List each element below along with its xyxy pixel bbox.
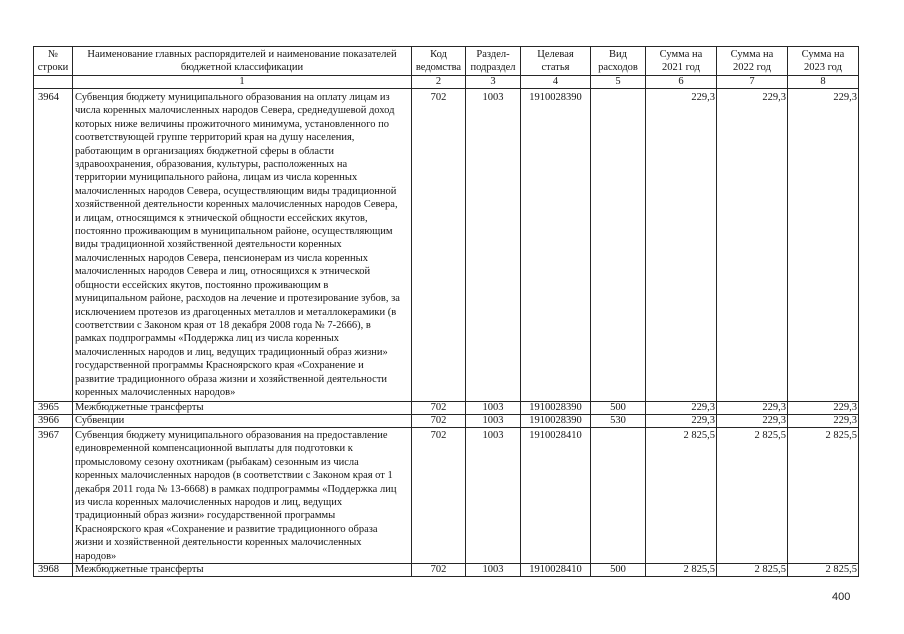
department-code-cell: 702 (412, 402, 466, 415)
target-item-cell: 1910028410 (521, 564, 591, 577)
column-number-cell: 6 (646, 76, 717, 89)
row-number-cell: 3967 (34, 428, 73, 564)
name-cell: Субвенция бюджету муниципального образования на оплату лицам из числа коренных малочисленных народов Севера, среднедушевой доход которых ниже величины прожиточного минимума, установленного по соответствующей группе территорий края на душу населения, работающим в организациях бюджетной сферы в области здравоохранения, образования, культуры, расположенных на территории муниципального района, лицам из числа коренных малочисленных народов Севера, осуществляющим виды традиционной хозяйственной деятельности коренных малочисленных народов Севера, и лицам, относящимся к этнической общности ессейских якутов, постоянно проживающим в муниципальном районе, осуществляющим виды традиционной хозяйственной деятельности коренных малочисленных народов Севера, пенсионерам из числа коренных малочисленных народов Севера и лиц, относящихся к этнической общности ессейских якутов, постоянно проживающим в муниципальном районе, расходов на лечение и протезирование зубов, за исключением протезов из драгоценных металлов и металлокерамики (в соответствии с Законом края от 18 декабря 2008 года № 7-2666), в рамках подпрограммы «Поддержка лиц из числа коренных малочисленных народов и лиц, ведущих традиционный образ жизни» государственной программы Красноярского края «Сохранение и развитие традиционного образа жизни и хозяйственной деятельности коренных малочисленных народов» (73, 89, 412, 402)
sum-2021-cell: 229,3 (646, 402, 717, 415)
target-item-cell: 1910028390 (521, 89, 591, 402)
table-header-row (34, 47, 859, 76)
column-number-cell (34, 76, 73, 89)
name-cell: Субвенции (73, 415, 412, 428)
name-cell: Межбюджетные трансферты (73, 564, 412, 577)
row-number-cell: 3964 (34, 89, 73, 402)
target-item-cell: 1910028410 (521, 428, 591, 564)
row-number-cell: 3966 (34, 415, 73, 428)
expense-type-cell (591, 89, 646, 402)
header-sum-2021: Сумма на 2021 год (646, 47, 717, 76)
table-row (34, 415, 859, 428)
header-name: Наименование главных распорядителей и наименование показателей бюджетной классификации (73, 47, 412, 76)
header-target-item: Целевая статья (521, 47, 591, 76)
sum-2021-cell: 229,3 (646, 89, 717, 402)
column-number-cell: 7 (717, 76, 788, 89)
header-row-number: № строки (34, 47, 73, 76)
header-section-subsection: Раздел- подраздел (466, 47, 521, 76)
name-cell: Субвенция бюджету муниципального образования на предоставление единовременной компенсационной выплаты для подготовки к промысловому сезону охотникам (рыбакам) сезонным из числа коренных малочисленных народов (в соответствии с Законом края от 1 декабря 2011 года № 13-6668) в рамках подпрограммы «Поддержка лиц из числа коренных малочисленных народов и лиц, ведущих традиционный образ жизни» государственной программы Красноярского края «Сохранение и развитие традиционного образа жизни и хозяйственной деятельности коренных малочисленных народов» (73, 428, 412, 564)
sum-2021-cell: 2 825,5 (646, 428, 717, 564)
sum-2022-cell: 2 825,5 (717, 564, 788, 577)
column-number-cell: 5 (591, 76, 646, 89)
sum-2023-cell: 2 825,5 (788, 564, 859, 577)
name-cell: Межбюджетные трансферты (73, 402, 412, 415)
page-number: 400 (832, 591, 851, 603)
sum-2021-cell: 229,3 (646, 415, 717, 428)
department-code-cell: 702 (412, 415, 466, 428)
section-cell: 1003 (466, 402, 521, 415)
table-row (34, 564, 859, 577)
row-number-cell: 3968 (34, 564, 73, 577)
column-numbers-row (34, 76, 859, 89)
section-cell: 1003 (466, 415, 521, 428)
header-sum-2022: Сумма на 2022 год (717, 47, 788, 76)
section-cell: 1003 (466, 428, 521, 564)
expense-type-cell: 500 (591, 564, 646, 577)
sum-2021-cell: 2 825,5 (646, 564, 717, 577)
expense-type-cell: 530 (591, 415, 646, 428)
column-number-cell: 3 (466, 76, 521, 89)
target-item-cell: 1910028390 (521, 415, 591, 428)
header-expense-type: Вид расходов (591, 47, 646, 76)
budget-table (33, 46, 859, 577)
sum-2022-cell: 229,3 (717, 89, 788, 402)
sum-2023-cell: 229,3 (788, 89, 859, 402)
table-row (34, 402, 859, 415)
column-number-cell: 2 (412, 76, 466, 89)
column-number-cell: 8 (788, 76, 859, 89)
section-cell: 1003 (466, 89, 521, 402)
expense-type-cell (591, 428, 646, 564)
column-number-cell: 4 (521, 76, 591, 89)
header-sum-2023: Сумма на 2023 год (788, 47, 859, 76)
sum-2023-cell: 229,3 (788, 415, 859, 428)
row-number-cell: 3965 (34, 402, 73, 415)
column-number-cell: 1 (73, 76, 412, 89)
department-code-cell: 702 (412, 564, 466, 577)
target-item-cell: 1910028390 (521, 402, 591, 415)
section-cell: 1003 (466, 564, 521, 577)
table-row (34, 89, 859, 402)
table-row (34, 428, 859, 564)
header-department-code: Код ведомства (412, 47, 466, 76)
sum-2022-cell: 2 825,5 (717, 428, 788, 564)
sum-2023-cell: 2 825,5 (788, 428, 859, 564)
sum-2023-cell: 229,3 (788, 402, 859, 415)
department-code-cell: 702 (412, 89, 466, 402)
department-code-cell: 702 (412, 428, 466, 564)
expense-type-cell: 500 (591, 402, 646, 415)
sum-2022-cell: 229,3 (717, 402, 788, 415)
sum-2022-cell: 229,3 (717, 415, 788, 428)
